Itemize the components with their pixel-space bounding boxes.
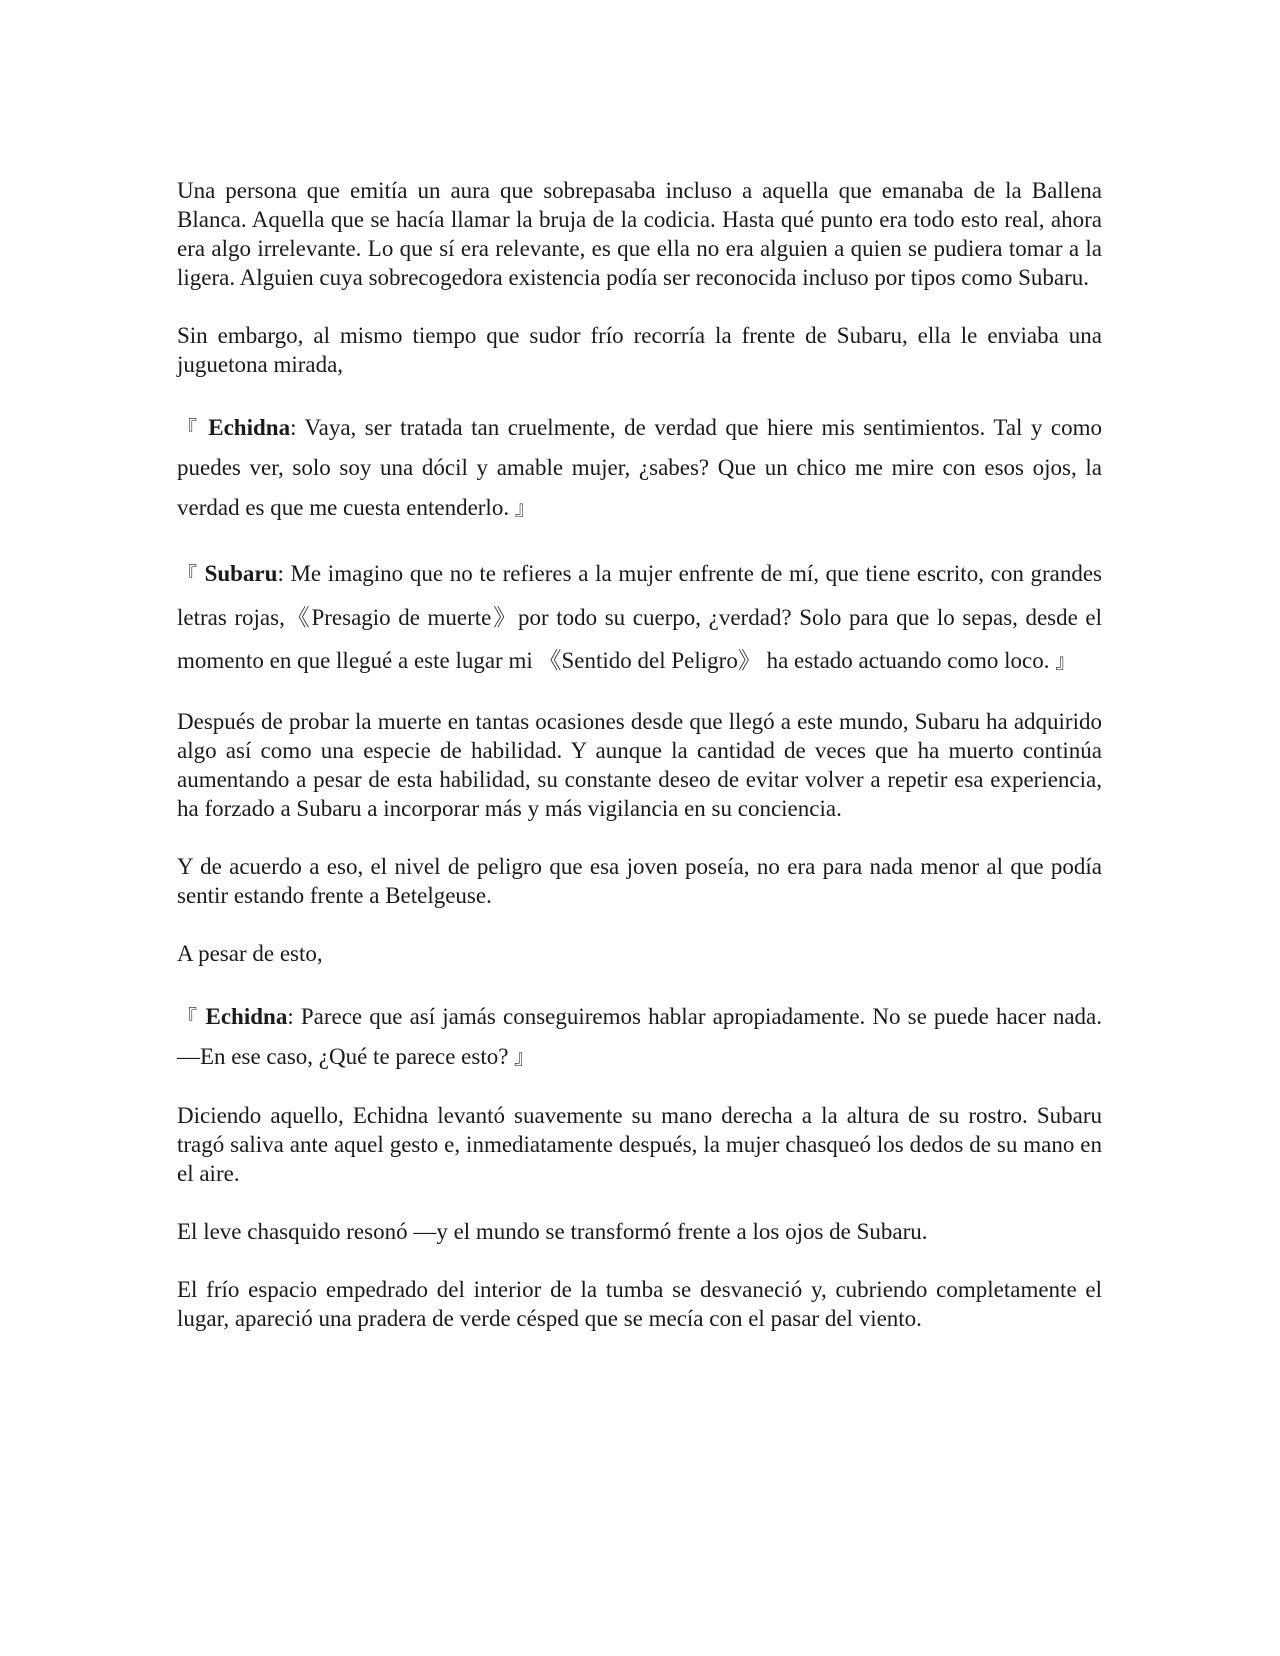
- open-bracket: 『: [177, 416, 200, 440]
- dialog-subaru: [177, 552, 1102, 683]
- dialog-text: : Parece que así jamás conseguiremos hablar apropiadamente. No se puede hacer nada. —En ese caso, ¿Qué te parece esto?: [177, 1004, 1103, 1069]
- dialog-text: : Vaya, ser tratada tan cruelmente, de verdad que hiere mis sentimientos. Tal y como puedes ver, solo soy una dócil y amable mujer, ¿sabes? Que un chico me mire con esos ojos, la verdad es que me cuesta entenderlo.: [177, 415, 1103, 520]
- paragraph: Diciendo aquello, Echidna levantó suavemente su mano derecha a la altura de su rostro. Subaru tragó saliva ante aquel gesto e, inmediatamente después, la mujer chasqueó los dedos de su mano en el aire.: [177, 1103, 1102, 1186]
- paragraph: Y de acuerdo a eso, el nivel de peligro que esa joven poseía, no era para nada menor al que podía sentir estando frente a Betelgeuse.: [177, 854, 1102, 908]
- speaker-name: Echidna: [208, 415, 291, 440]
- paragraph: Sin embargo, al mismo tiempo que sudor frío recorría la frente de Subaru, ella le enviaba una juguetona mirada,: [177, 323, 1102, 377]
- open-bracket: 『: [177, 1005, 199, 1029]
- paragraph: Una persona que emitía un aura que sobrepasaba incluso a aquella que emanaba de la Ballena Blanca. Aquella que se hacía llamar la bruja de la codicia. Hasta qué punto era todo esto real, ahora era algo irrelevante. Lo que sí era relevante, es que ella no era alguien a quien se pudiera tomar a la ligera. Alguien cuya sobrecogedora existencia podía ser reconocida incluso por tipos como Subaru.: [177, 178, 1102, 290]
- close-bracket: 』: [514, 1045, 535, 1069]
- paragraph: Después de probar la muerte en tantas ocasiones desde que llegó a este mundo, Subaru ha adquirido algo así como una especie de habilidad. Y aunque la cantidad de veces que ha muerto continúa aumentando a pesar de esta habilidad, su constante deseo de evitar volver a repetir esa experiencia, ha forzado a Subaru a incorporar más y más vigilancia en su conciencia.: [177, 709, 1102, 821]
- paragraph: El frío espacio empedrado del interior de la tumba se desvaneció y, cubriendo completamente el lugar, apareció una pradera de verde césped que se mecía con el pasar del viento.: [177, 1277, 1102, 1331]
- close-bracket: 』: [1055, 649, 1076, 673]
- close-bracket: 』: [514, 496, 535, 520]
- paragraph: El leve chasquido resonó —y el mundo se transformó frente a los ojos de Subaru.: [177, 1219, 928, 1244]
- speaker-name: Echidna: [205, 1004, 288, 1029]
- document-page: [177, 176, 1102, 1362]
- dialog-echidna-1: [177, 408, 1102, 528]
- dialog-echidna-2: [177, 997, 1102, 1077]
- open-bracket: 『: [177, 562, 198, 586]
- speaker-name: Subaru: [204, 561, 278, 586]
- paragraph: A pesar de esto,: [177, 941, 323, 966]
- dialog-text: : Me imagino que no te refieres a la mujer enfrente de mí, que tiene escrito, con grandes letras rojas,《Presagio de muerte》por todo su cuerpo, ¿verdad? Solo para que lo sepas, desde el momento en que llegué a este lugar mi 《Sentido del Peligro》 ha estado actuando como loco.: [177, 561, 1102, 673]
